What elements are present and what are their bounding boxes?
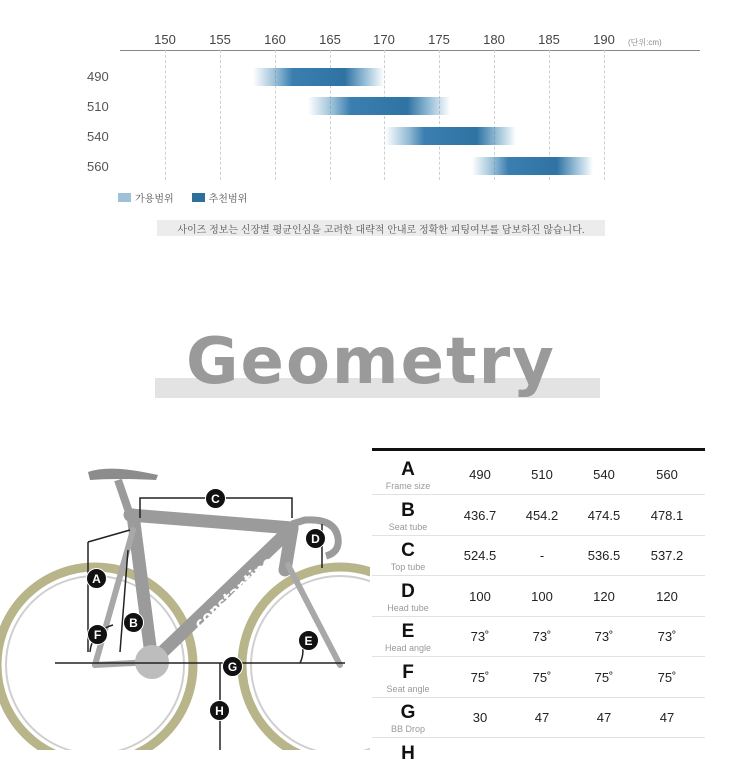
- table-cell: 120: [593, 589, 615, 604]
- x-tick-label: 160: [264, 32, 286, 47]
- table-cell: 75˚: [594, 670, 614, 685]
- legend-item-allowed: [118, 190, 174, 205]
- size-row-label: 490: [87, 69, 109, 84]
- grid-line: [165, 50, 166, 180]
- x-tick-label: 175: [428, 32, 450, 47]
- legend-label-recommended: 추천범위: [208, 194, 248, 205]
- size-chart: [0, 0, 750, 260]
- x-tick-label: 170: [373, 32, 395, 47]
- table-cell: 47: [534, 710, 550, 725]
- table-cell: 120: [656, 589, 678, 604]
- size-range-bar: [472, 157, 593, 175]
- table-cell: 75˚: [470, 670, 490, 685]
- table-cell: 478.1: [650, 508, 684, 523]
- marker-f: F: [87, 624, 108, 645]
- size-range-bar: [308, 97, 451, 115]
- legend-swatch-allowed: [118, 193, 131, 202]
- table-row: [372, 576, 705, 617]
- row-letter: C: [401, 540, 415, 561]
- x-tick-label: 185: [538, 32, 560, 47]
- table-cell: 454.2: [525, 508, 559, 523]
- table-cell: 436.7: [463, 508, 497, 523]
- size-range-bar: [253, 68, 385, 86]
- row-letter: B: [401, 500, 415, 521]
- table-cell: 30: [472, 710, 488, 725]
- x-tick-label: 190: [593, 32, 615, 47]
- table-top-rule: [372, 448, 705, 451]
- table-cell: 100: [469, 589, 491, 604]
- table-cell: 73˚: [470, 629, 490, 644]
- marker-d: D: [305, 528, 326, 549]
- table-cell: 75˚: [657, 670, 677, 685]
- table-cell: 524.5: [463, 548, 497, 563]
- size-range-bar: [385, 127, 517, 145]
- size-row-label: 510: [87, 99, 109, 114]
- grid-line: [604, 50, 605, 180]
- legend-item-recommended: [192, 190, 248, 205]
- legend: [118, 190, 247, 205]
- seat-post: [118, 480, 130, 515]
- size-row-label: 540: [87, 129, 109, 144]
- table-cell: 100: [531, 589, 553, 604]
- row-letter: A: [401, 459, 415, 480]
- table-cell: 73˚: [532, 629, 552, 644]
- table-cell: 560: [656, 467, 678, 482]
- unit-label: (단위:cm): [628, 38, 662, 47]
- marker-e: E: [298, 630, 319, 651]
- table-cell: 540: [593, 467, 615, 482]
- table-cell: 73˚: [594, 629, 614, 644]
- table-cell: 537.2: [650, 548, 684, 563]
- legend-label-allowed: 가용범위: [135, 194, 174, 205]
- marker-h: H: [209, 700, 230, 721]
- x-tick-label: 150: [154, 32, 176, 47]
- table-cell: 490: [469, 467, 491, 482]
- saddle: [88, 469, 158, 480]
- size-row-label: 560: [87, 159, 109, 174]
- row-letter: F: [402, 662, 414, 683]
- row-letter: E: [401, 621, 415, 642]
- row-label: Head tube: [387, 603, 429, 613]
- row-label: Frame size: [385, 481, 431, 491]
- table-cell: 474.5: [587, 508, 621, 523]
- x-tick-label: 155: [209, 32, 231, 47]
- row-letter: G: [400, 702, 416, 723]
- table-cell: 47: [659, 710, 675, 725]
- table-row: [372, 697, 705, 738]
- bike-svg: [0, 420, 370, 750]
- size-note: 사이즈 정보는 신장별 평균인심을 고려한 대략적 안내로 정확한 피팅여부를 담보하진 않습니다.: [157, 220, 605, 236]
- table-cell: 510: [531, 467, 553, 482]
- table-row: [372, 535, 705, 576]
- marker-c: C: [205, 488, 226, 509]
- row-label: Seat angle: [386, 684, 430, 694]
- table-row: [372, 454, 705, 495]
- table-cell: 536.5: [587, 548, 621, 563]
- table-row: [372, 657, 705, 698]
- bike-illustration: [0, 420, 370, 750]
- geometry-title: Geometry: [186, 325, 556, 399]
- x-tick-label: 165: [319, 32, 341, 47]
- table-cell: 75˚: [532, 670, 552, 685]
- row-label: Head angle: [384, 643, 432, 653]
- table-row: [372, 738, 705, 778]
- frame-decal: constantine: [190, 552, 277, 633]
- row-label: Seat tube: [388, 522, 428, 532]
- marker-a: A: [86, 568, 107, 589]
- row-letter: D: [401, 581, 415, 602]
- row-letter: H: [401, 743, 415, 764]
- grid-line: [439, 50, 440, 180]
- row-label: BB Drop: [390, 724, 425, 734]
- x-tick-label: 180: [483, 32, 505, 47]
- marker-g: G: [222, 656, 243, 677]
- table-row: [372, 495, 705, 536]
- marker-b: B: [123, 612, 144, 633]
- top-tube: [130, 515, 292, 528]
- grid-line: [220, 50, 221, 180]
- table-cell: 73˚: [657, 629, 677, 644]
- table-cell: -: [539, 548, 545, 563]
- x-axis-line: [120, 50, 700, 51]
- chainring: [135, 645, 169, 679]
- legend-swatch-recommended: [192, 193, 205, 202]
- table-row: [372, 616, 705, 657]
- table-cell: 47: [596, 710, 612, 725]
- row-label: Top tube: [390, 562, 426, 572]
